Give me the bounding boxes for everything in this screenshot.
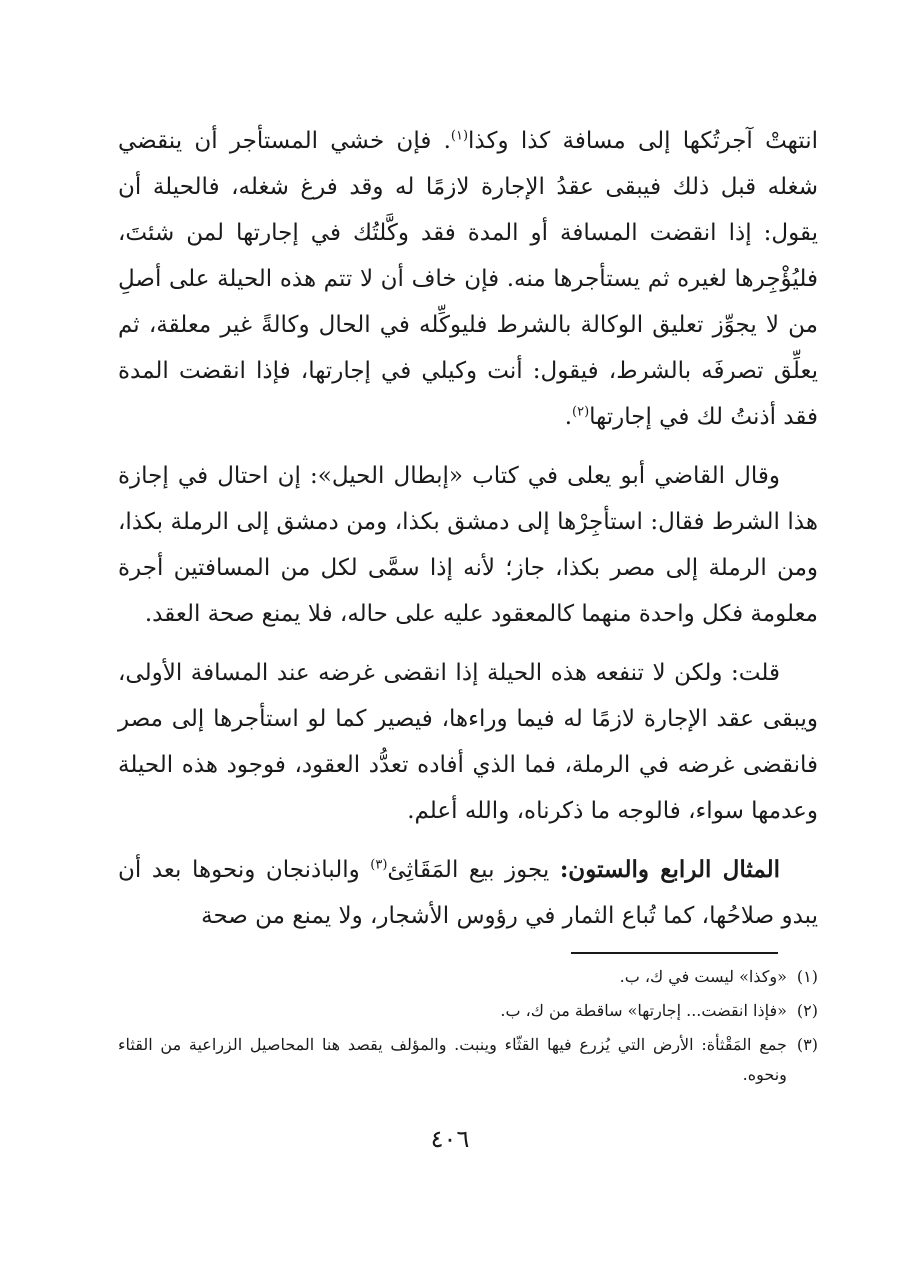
footnote-number: (٣) [796, 1035, 818, 1054]
paragraph-2: وقال القاضي أبو يعلى في كتاب «إبطال الحيل»: إن احتال في إجازة هذا الشرط فقال: استأجِرْها إلى دمشق بكذا، ومن دمشق إلى الرملة بكذا، ومن الرملة إلى مصر بكذا، جاز؛ لأنه إذا سمَّى لكل من المسافتين أجرة معلومة فكل واحدة منهما كالمعقود عليه على حاله، فلا يمنع صحة العقد. [118, 463, 818, 627]
footnote-number: (٢) [796, 1001, 818, 1020]
paragraph-3: قلت: ولكن لا تنفعه هذه الحيلة إذا انقضى غرضه عند المسافة الأولى، ويبقى عقد الإجارة لازمًا له فيما وراءها، فيصير كما لو استأجرها إلى مصر فانقضى غرضه في الرملة، فما الذي أفاده تعدُّد العقود، فوجود هذه الحيلة وعدمها سواء، فالوجه ما ذكرناه، والله أعلم. [118, 660, 818, 824]
paragraph-4-text-b: والباذنجان ونحوها بعد أن يبدو صلاحُها، كما تُباع الثمار في رؤوس الأشجار، ولا يمنع من صحة [118, 857, 818, 929]
footnote-text: «فإذا انقضت... إجارتها» ساقطة من ك، ب. [500, 1001, 787, 1020]
paragraph-4 [118, 847, 818, 939]
paragraph-1-text-c: . [564, 404, 572, 430]
footnote-1 [118, 962, 818, 992]
footnote-number: (١) [796, 967, 818, 986]
paragraph-1 [118, 118, 818, 440]
footnote-divider [571, 952, 778, 954]
footnotes [118, 962, 818, 1094]
footnote-3 [118, 1030, 818, 1090]
footnote-text: جمع المَقْثأة: الأرض التي يُزرع فيها القثّاء وينبت. والمؤلف يقصد هنا المحاصيل الزراعية من القثاء ونحوه. [118, 1035, 787, 1084]
page-number: ٤٠٦ [430, 1125, 470, 1153]
footnote-2 [118, 996, 818, 1026]
footnote-text: «وكذا» ليست في ك، ب. [619, 967, 787, 986]
paragraph-1-text-b: . فإن خشي المستأجر أن ينقضي شغله قبل ذلك فيبقى عقدُ الإجارة لازمًا له وقد فرغ شغله، فالحيلة أن يقول: إذا انقضت المسافة أو المدة فقد وكَّلتُك في إجارتها لمن شئتَ، فليُؤْجِرها لغيره ثم يستأجرها منه. فإن خاف أن لا تتم هذه الحيلة على أصلِ من لا يجوِّز تعليق الوكالة بالشرط فليوكِّله في الحال وكالةً غير معلقة، ثم يعلِّق تصرفَه بالشرط، فيقول: أنت وكيلي في إجارتها، فإذا انقضت المدة فقد أذنتُ لك في إجارتها [118, 128, 818, 430]
footnote-ref-2[interactable]: (٢) [572, 404, 590, 420]
main-text [118, 118, 818, 952]
footnote-ref-3[interactable]: (٣) [370, 857, 388, 873]
paragraph-4-text-a: يجوز بيع المَقَاثِئ [387, 857, 560, 883]
example-heading: المثال الرابع والستون: [559, 856, 781, 883]
footnote-ref-1[interactable]: (١) [450, 128, 469, 144]
paragraph-1-text-a: انتهتْ آجرتُكها إلى مسافة كذا وكذا [468, 128, 818, 154]
